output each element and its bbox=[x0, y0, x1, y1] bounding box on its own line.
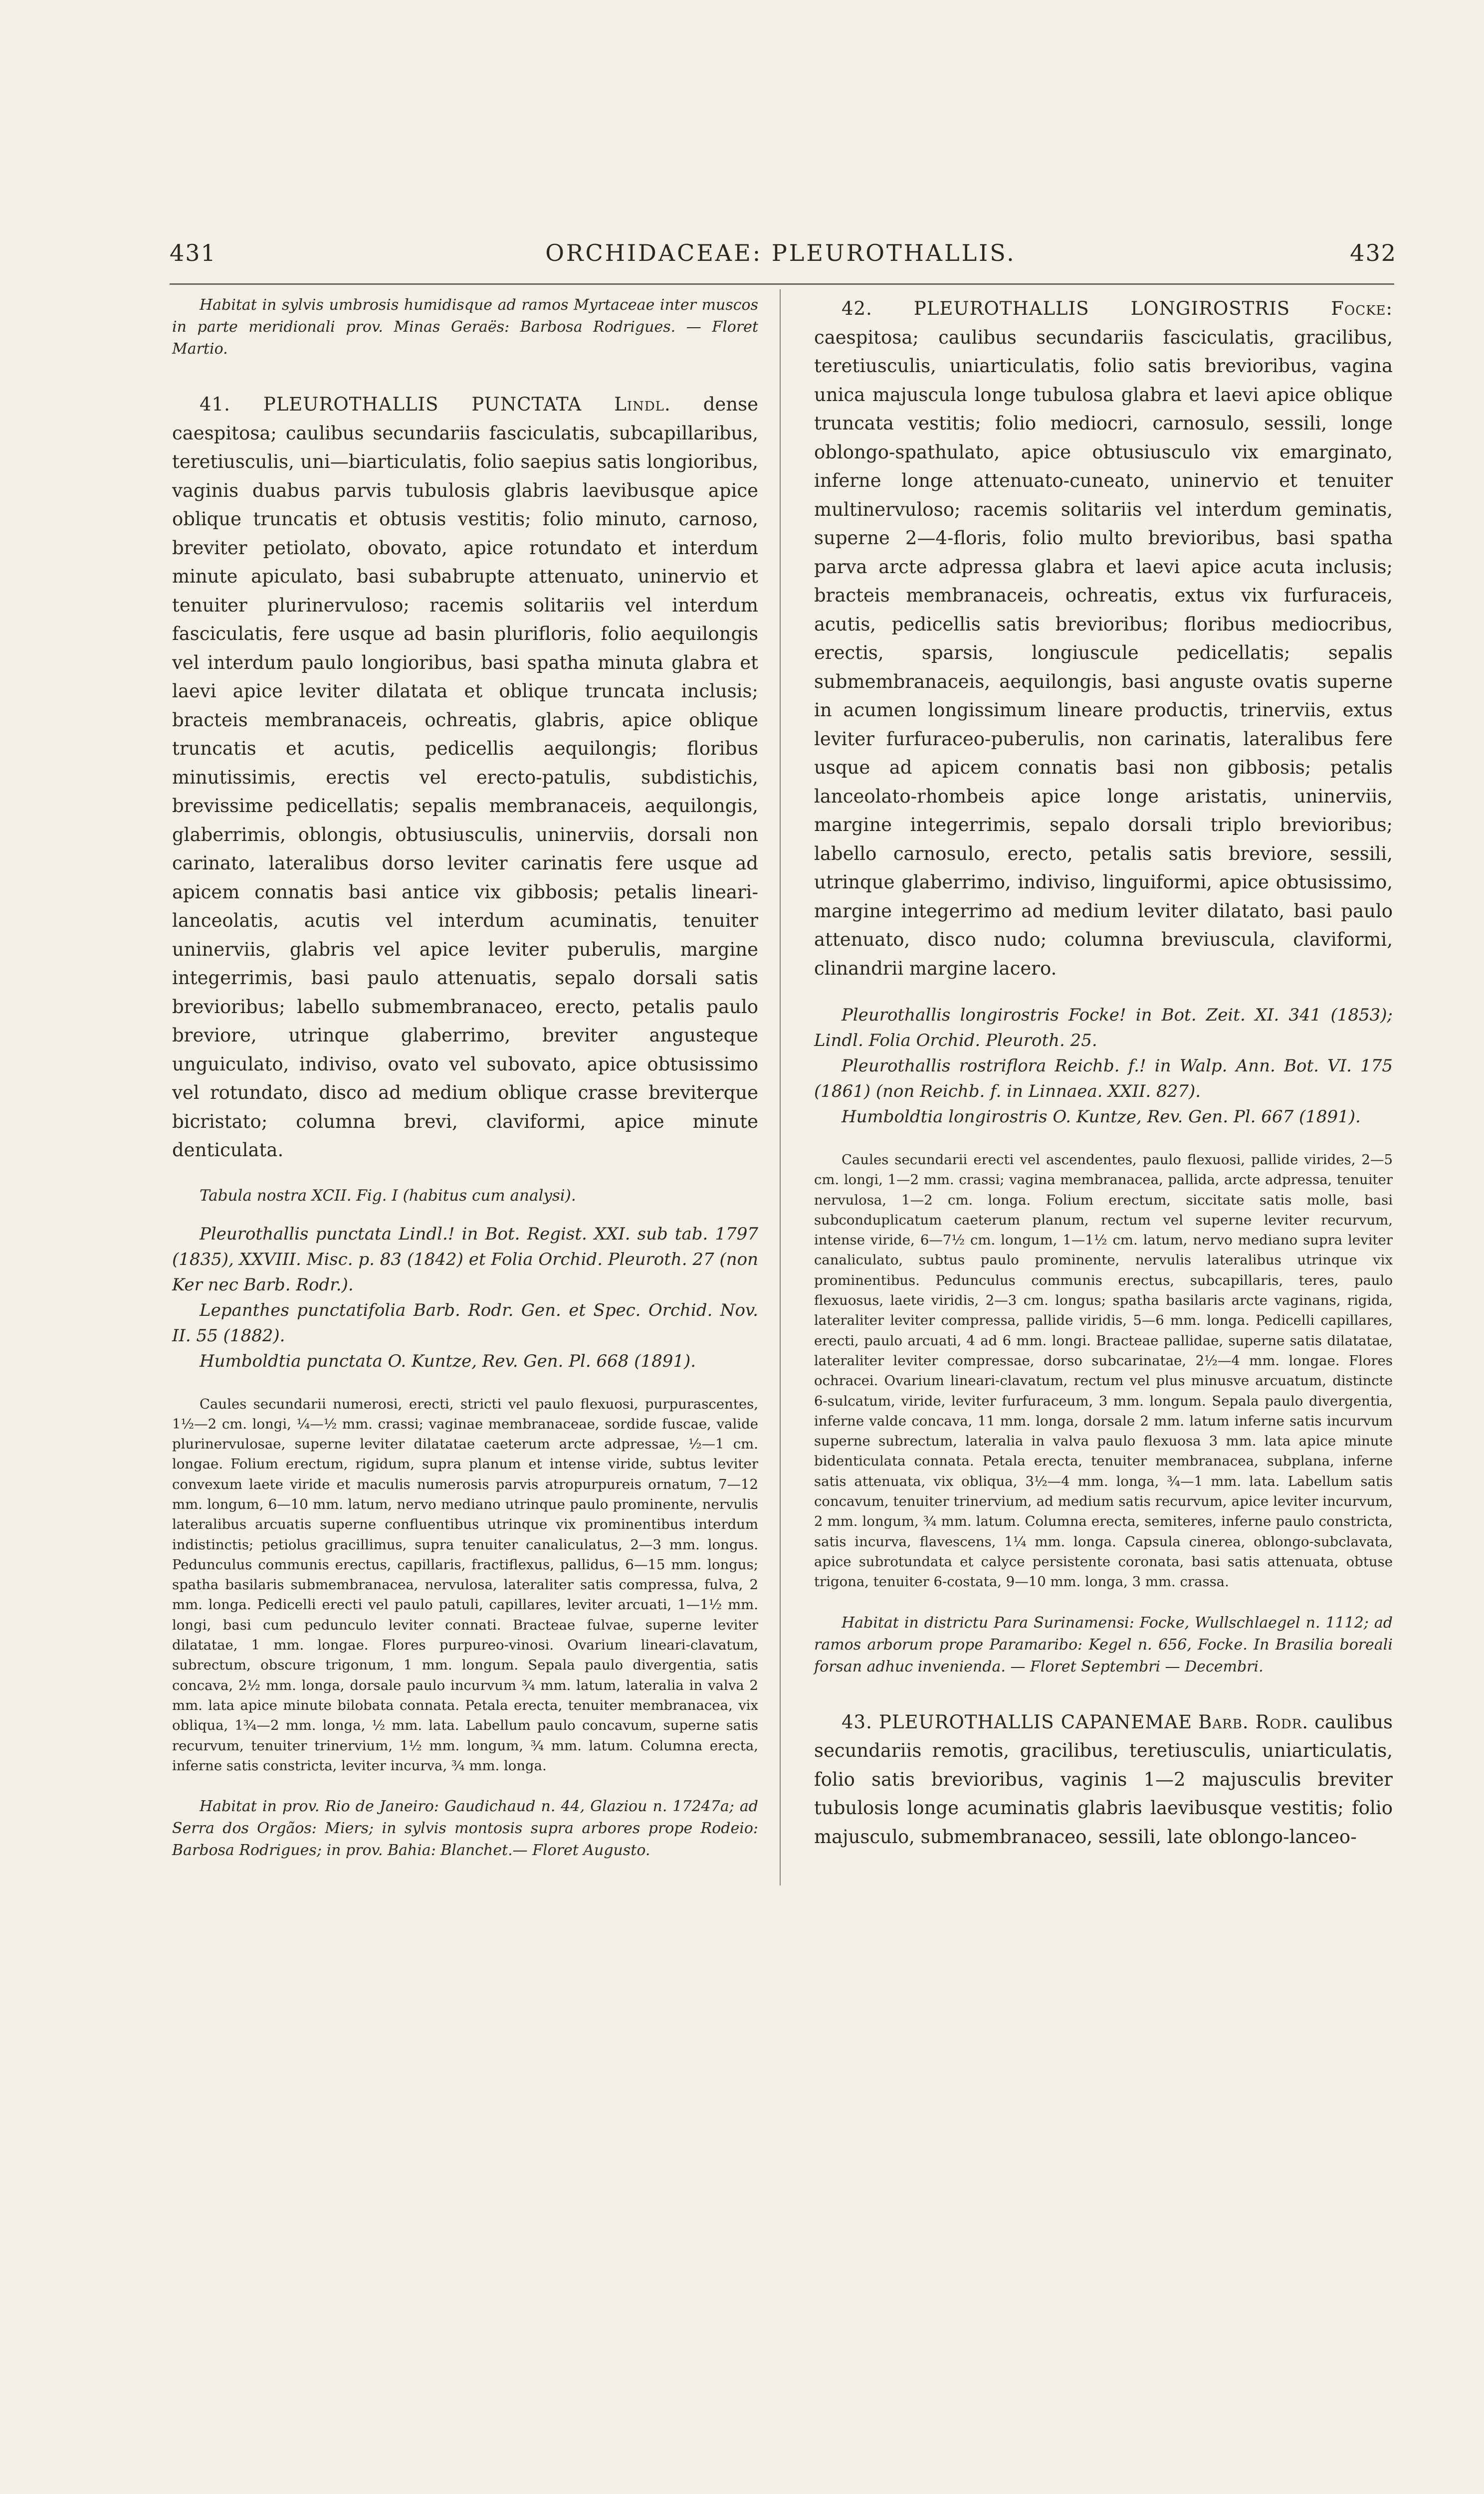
synonym-item: Pleurothallis rostriflora Reichb. f.! in Walp. Ann. Bot. VI. 175 (1861) (non Reichb. f. in Linnaea. XXII. 827). bbox=[814, 1056, 1393, 1101]
running-header bbox=[165, 239, 1397, 274]
species-43-text: caulibus secundariis remotis, gracilibus, teretiusculis, uniarticulatis, folio satis brevioribus, vaginis 1—2 majusculis breviter tubulosis longe acuminatis glabris laevibusque vestitis; folio majusculo, submembranaceo, sessili, late oblongo-lanceo- bbox=[814, 1711, 1393, 1848]
habitat-note-top: Habitat in sylvis umbrosis humidisque ad ramos Myrtaceae inter muscos in parte meridionali prov. Minas Geraës: Barbosa Rodrigues. — Floret Martio. bbox=[172, 296, 758, 358]
left-column bbox=[172, 294, 758, 1862]
species-43-heading: 43. PLEUROTHALLIS CAPANEMAE bbox=[842, 1711, 1193, 1733]
synonym-item: Humboldtia longirostris O. Kuntze, Rev. Gen. Pl. 667 (1891). bbox=[842, 1107, 1361, 1127]
species-42-heading: 42. PLEUROTHALLIS LONGIROSTRIS bbox=[842, 298, 1290, 319]
right-column bbox=[814, 294, 1393, 1851]
species-42-description bbox=[814, 294, 1393, 983]
synonym-item: Pleurothallis punctata Lindl.! in Bot. Regist. XXI. sub tab. 1797 (1835), XXVIII. Misc. p. 83 (1842) et Folia Orchid. Pleuroth. 27 (non Ker nec Barb. Rodr.). bbox=[172, 1224, 758, 1295]
page-number-left: 431 bbox=[170, 239, 216, 266]
species-42-detail: Caules secundarii erecti vel ascendentes, paulo flexuosi, pallide virides, 2—5 cm. longi, 1—2 mm. crassi; vagina membranacea, pallida, arcte adpressa, tenuiter nervulosa, 1—2 cm. longa. Folium erectum, siccitate satis molle, basi subconduplicatum caeterum planum, rectum vel superne leviter recurvum, intense viride, 6—7½ cm. longum, 1—1½ cm. latum, nervo mediano supra leviter canaliculato, subtus paulo prominente, nervulis lateralibus utrinque vix prominentibus. Pedunculus communis erectus, subcapillaris, teres, paulo flexuosus, laete viridis, 2—3 cm. longus; spatha basilaris arcte vaginans, rigida, lateraliter leviter compressa, pallide viridis, 5—6 mm. longa. Pedicelli capillares, erecti, paulo arcuati, 4 ad 6 mm. longi. Bracteae pallidae, superne satis dilatatae, lateraliter leviter compressae, dorso subcarinatae, 2½—4 mm. longae. Flores ochracei. Ovarium lineari-clavatum, rectum vel plus minusve arcuatum, distincte 6-sulcatum, viride, leviter furfuraceum, 3 mm. longum. Sepala paulo divergentia, inferne valde concava, 11 mm. longa, dorsale 2 mm. latum inferne satis incurvum superne subrectum, lateralia in valva paulo flexuosa 3 mm. lata apice minute bidenticulata connata. Petala erecta, tenuiter membranacea, subplana, inferne satis attenuata, vix obliqua, 3½—4 mm. longa, ¾—1 mm. lata. Labellum satis concavum, tenuiter trinervium, ad medium satis recurvum, apice leviter incurvum, 2 mm. longum, ¾ mm. latum. Columna erecta, semiteres, inferne paulo constricta, satis incurva, flavescens, 1¼ mm. longa. Capsula cinerea, oblongo-subclavata, apice subrotundata et calyce persistente coronata, basi satis attenuata, obtuse trigona, tenuiter 6-costata, 9—10 mm. longa, 3 mm. crassa. bbox=[814, 1152, 1393, 1590]
species-41-author: Lindl. bbox=[614, 394, 671, 415]
column-divider bbox=[780, 289, 781, 1885]
habitat-note-41: Habitat in prov. Rio de Janeiro: Gaudichaud n. 44, Glaziou n. 17247a; ad Serra dos Orgãos: Miers; in sylvis montosis supra arbores prope Rodeio: Barbosa Rodrigues; in prov. Bahia: Blanchet.— Floret Augusto. bbox=[172, 1798, 758, 1860]
species-42-author: Focke: bbox=[1331, 298, 1393, 319]
habitat-note-42: Habitat in districtu Para Surinamensi: Focke, Wullschlaegel n. 1112; ad ramos arborum prope Paramaribo: Kegel n. 656, Focke. In Brasilia boreali forsan adhuc invenienda. — Floret Septembri — Decembri. bbox=[814, 1614, 1393, 1675]
species-43-description bbox=[814, 1708, 1393, 1852]
header-rule bbox=[170, 283, 1394, 285]
plate-reference: Tabula nostra XCII. Fig. I (habitus cum analysi). bbox=[200, 1186, 576, 1205]
synonymy-41 bbox=[172, 1222, 758, 1374]
species-42-text: caespitosa; caulibus secundariis fasciculatis, gracilibus, teretiusculis, uniarticulatis, folio satis brevioribus, vagina unica majuscula longe tubulosa glabra et laevi apice oblique truncata vestitis; folio mediocri, carnosulo, sessili, longe oblongo-spathulato, apice obtusiusculo vix emarginato, inferne longe attenuato-cuneato, uninervio et tenuiter multinervuloso; racemis solitariis vel interdum geminatis, superne 2—4-floris, folio multo brevioribus, basi spatha parva arcte adpressa glabra et laevi apice acuta inclusis; bracteis membranaceis, ochreatis, extus vix furfuraceis, acutis, pedicellis satis brevioribus; floribus mediocribus, erectis, sparsis, longiuscule pedicellatis; sepalis submembranaceis, aequilongis, basi anguste ovatis superne in acumen longissimum lineare productis, trinerviis, extus leviter furfuraceo-puberulis, non carinatis, lateralibus fere usque ad apicem connatis basi non gibbosis; petalis lanceolato-rhombeis apice longe aristatis, uninerviis, margine integerrimis, sepalo dorsali triplo brevioribus; labello carnosulo, erecto, petalis satis breviore, sessili, utrinque glaberrimo, indiviso, linguiformi, apice obtusissimo, margine integerrimo ad medium leviter dilatato, basi paulo attenuato, disco nudo; columna breviuscula, claviformi, clinandrii margine lacero. bbox=[814, 326, 1393, 979]
synonym-item: Pleurothallis longirostris Focke! in Bot. Zeit. XI. 341 (1853); Lindl. Folia Orchid. Pleuroth. 25. bbox=[814, 1005, 1393, 1050]
synonymy-42 bbox=[814, 1003, 1393, 1130]
species-43-author: Barb. Rodr. bbox=[1198, 1711, 1309, 1733]
synonym-item: Lepanthes punctatifolia Barb. Rodr. Gen. et Spec. Orchid. Nov. II. 55 (1882). bbox=[172, 1300, 758, 1346]
synonym-item: Humboldtia punctata O. Kuntze, Rev. Gen. Pl. 668 (1891). bbox=[200, 1351, 696, 1371]
running-title: ORCHIDACEAE: PLEUROTHALLIS. bbox=[545, 239, 1016, 266]
species-41-detail: Caules secundarii numerosi, erecti, stricti vel paulo flexuosi, purpurascentes, 1½—2 cm. longi, ¼—½ mm. crassi; vaginae membranaceae, sordide fuscae, valide plurinervulosae, superne leviter dilatatae caeterum arcte adpressae, ½—1 cm. longae. Folium erectum, rigidum, supra planum et intense viride, subtus leviter convexum laete viride et maculis numerosis parvis atropurpureis ornatum, 7—12 mm. longum, 6—10 mm. latum, nervo mediano utrinque paulo prominente, nervulis lateralibus arcuatis superne confluentibus utrinque vix prominentibus interdum indistinctis; petiolus gracillimus, supra tenuiter canaliculatus, 2—3 mm. longus. Pedunculus communis erectus, capillaris, fractiflexus, pallidus, 6—15 mm. longus; spatha basilaris submembranacea, nervulosa, lateraliter satis compressa, fulva, 2 mm. longa. Pedicelli erecti vel paulo patuli, capillares, leviter arcuati, 1—1½ mm. longi, basi cum pedunculo leviter connati. Bracteae fulvae, superne leviter dilatatae, 1 mm. longae. Flores purpureo-vinosi. Ovarium lineari-clavatum, subrectum, obscure trigonum, 1 mm. longum. Sepala paulo divergentia, satis concava, 2½ mm. longa, dorsale paulo incurvum ¾ mm. latum, lateralia in valva 2 mm. lata apice minute bilobata connata. Petala erecta, tenuiter membranacea, vix obliqua, 1¾—2 mm. longa, ½ mm. lata. Labellum paulo concavum, superne satis recurvum, tenuiter trinervium, 1½ mm. longum, ¾ mm. latum. Columna erecta, inferne satis constricta, leviter incurva, ¾ mm. longa. bbox=[172, 1396, 758, 1774]
species-41-description bbox=[172, 390, 758, 1165]
species-41-text: dense caespitosa; caulibus secundariis fasciculatis, subcapillaribus, teretiusculis, uni—biarticulatis, folio saepius satis longioribus, vaginis duabus parvis tubulosis glabris laevibusque apice oblique truncatis et obtusis vestitis; folio minuto, carnoso, breviter petiolato, obovato, apice rotundato et interdum minute apiculato, basi subabrupte attenuato, uninervio et tenuiter plurinervuloso; racemis solitariis vel interdum fasciculatis, fere usque ad basin plurifloris, folio aequilongis vel interdum paulo longioribus, basi spatha minuta glabra et laevi apice leviter dilatata et oblique truncata inclusis; bracteis membranaceis, ochreatis, glabris, apice oblique truncatis et acutis, pedicellis aequilongis; floribus minutissimis, erectis vel erecto-patulis, subdistichis, brevissime pedicellatis; sepalis membranaceis, aequilongis, glaberrimis, oblongis, obtusiusculis, uninerviis, dorsali non carinato, lateralibus dorso leviter carinatis fere usque ad apicem connatis basi antice vix gibbosis; petalis lineari-lanceolatis, acutis vel interdum acuminatis, tenuiter uninerviis, glabris vel apice leviter puberulis, margine integerrimis, basi paulo attenuatis, sepalo dorsali satis brevioribus; labello submembranaceo, erecto, petalis paulo breviore, utrinque glaberrimo, breviter angusteque unguiculato, indiviso, ovato vel subovato, apice obtusissimo vel rotundato, disco ad medium oblique crasse breviterque bicristato; columna brevi, claviformi, apice minute denticulata. bbox=[172, 394, 758, 1161]
species-41-heading: 41. PLEUROTHALLIS PUNCTATA bbox=[200, 394, 582, 415]
page-number-right: 432 bbox=[1350, 239, 1397, 266]
